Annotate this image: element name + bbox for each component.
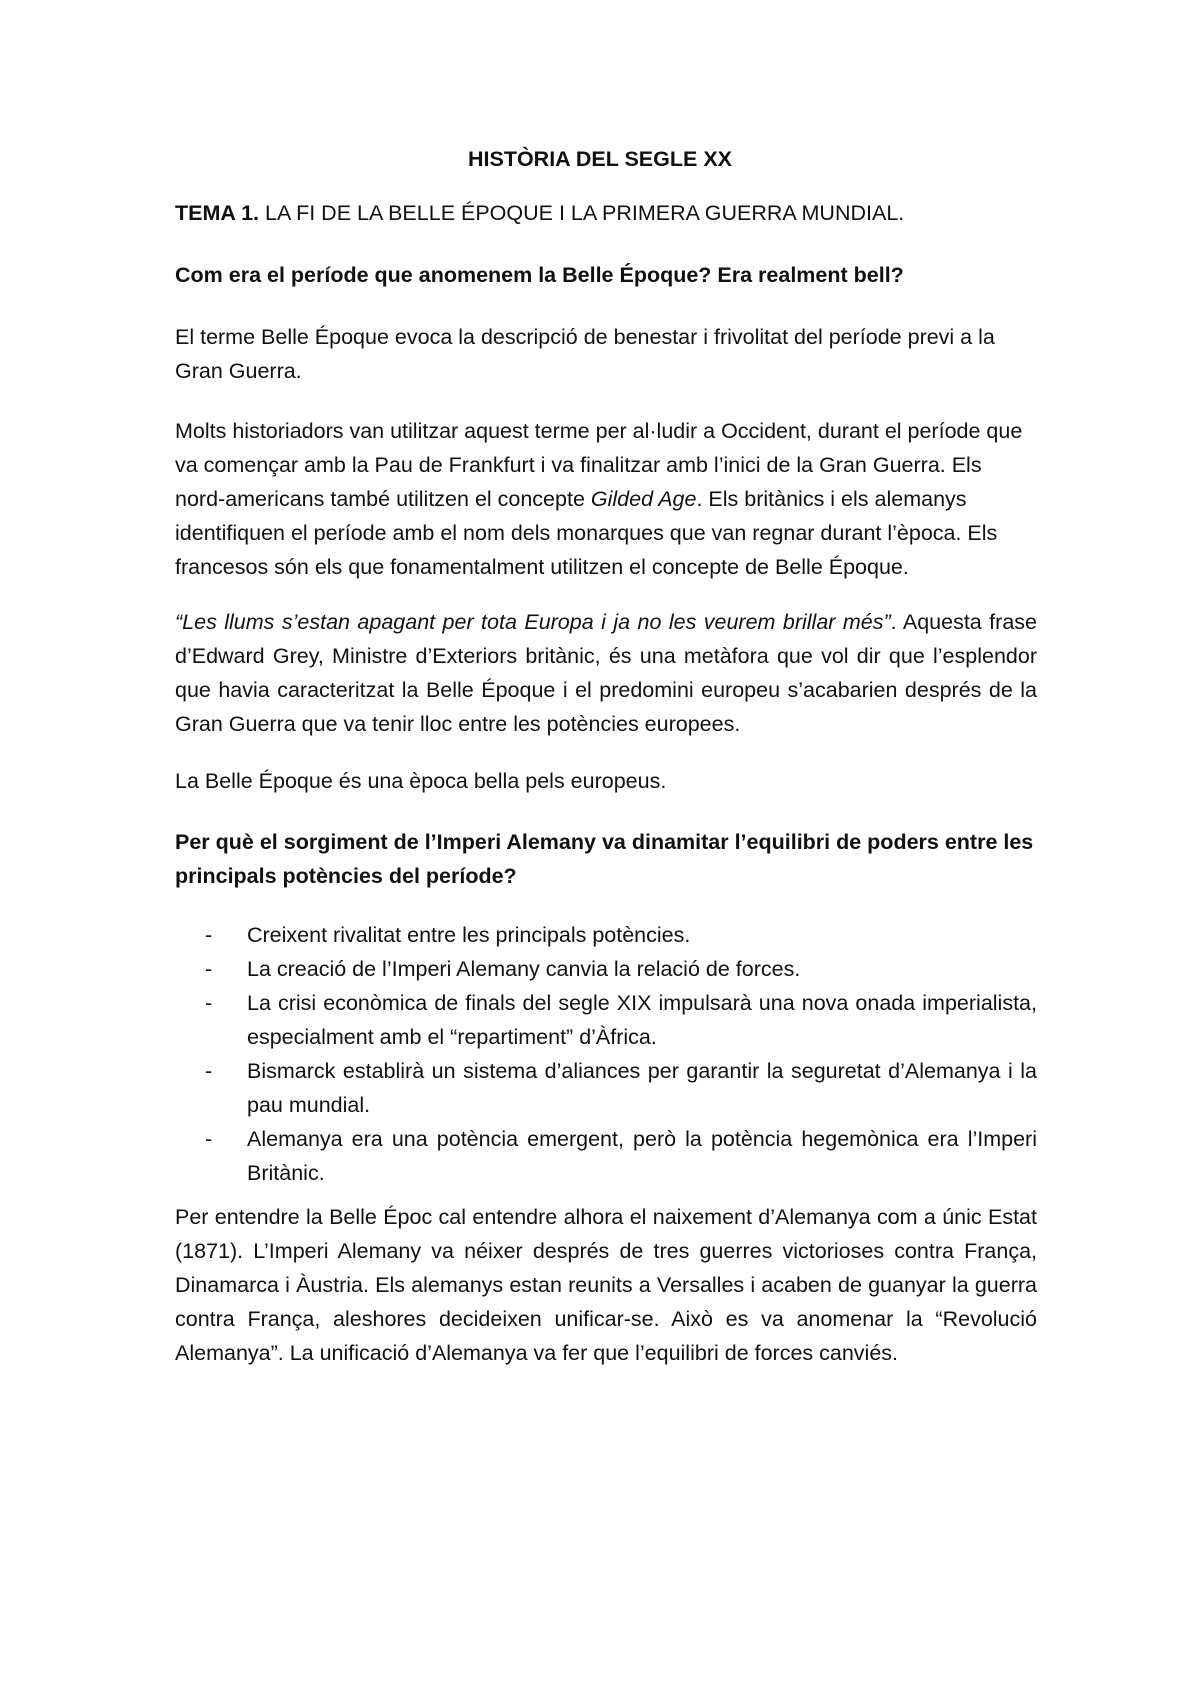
quote-explanation: . Aquesta frase d’Edward Grey, Ministre d’Exteriors britànic, és una metàfora que vol dir que l’esplendor que havia caracteritzat la Belle Époque i el predomini europeu s’acabarien després de la Gran Guerra que va tenir lloc entre les potències europees.: [175, 610, 1037, 736]
grey-quote: “Les llums s’estan apagant per tota Europa i ja no les veurem brillar més”: [175, 610, 891, 634]
list-item-text: Creixent rivalitat entre les principals potències.: [247, 923, 691, 947]
list-item: [175, 952, 1037, 986]
list-item: [175, 918, 1037, 952]
list-dash: -: [205, 957, 213, 981]
question-1: Com era el període que anomenem la Belle Époque? Era realment bell?: [175, 263, 904, 287]
paragraph-2: [175, 414, 1037, 584]
paragraph-4: Per entendre la Belle Époc cal entendre alhora el naixement d’Alemanya com a únic Estat (1871). L’Imperi Alemany va néixer després de tres guerres victorioses contra França, Dinamarca i Àustria. Els alemanys estan reunits a Versalles i acaben de guanyar la guerra contra França, aleshores decideixen unificar-se. Això es va anomenar la “Revolució Alemanya”. La unificació d’Alemanya va fer que l’equilibri de forces canviés.: [175, 1205, 1037, 1365]
document-title: HISTÒRIA DEL SEGLE XX: [467, 147, 732, 171]
list-dash: -: [205, 923, 213, 947]
list-dash: -: [205, 991, 213, 1015]
list-dash: -: [205, 1127, 213, 1151]
question-2: Per què el sorgiment de l’Imperi Alemany va dinamitar l’equilibri de poders entre les principals potències del període?: [175, 830, 1034, 888]
paragraph-1: El terme Belle Époque evoca la descripció de benestar i frivolitat del període previ a la Gran Guerra.: [175, 325, 995, 383]
paragraph-2-part-a: Molts historiadors van utilitzar aquest terme per al·ludir a Occident, durant el període que va començar amb la Pau de Frankfurt i va finalitzar amb l’inici de la Gran Guerra. Els nord-americans també utilitzen el concepte: [175, 419, 1023, 511]
bullet-list: [175, 918, 1037, 1190]
list-item-text: Alemanya era una potència emergent, però la potència hegemònica era l’Imperi Britànic.: [247, 1127, 1037, 1185]
quote-paragraph: [175, 605, 1037, 741]
gilded-age-term: Gilded Age: [590, 487, 697, 511]
topic-label: TEMA 1.: [175, 201, 260, 225]
list-item-text: La crisi econòmica de finals del segle XIX impulsarà una nova onada imperialista, especialment amb el “repartiment” d’Àfrica.: [247, 991, 1037, 1049]
paragraph-2-part-b: . Els britànics i els alemanys identifiquen el període amb el nom dels monarques que van regnar durant l’època. Els francesos són els que fonamentalment utilitzen el concepte de Belle Époque.: [175, 487, 998, 579]
paragraph-3: La Belle Époque és una època bella pels europeus.: [175, 769, 667, 793]
list-item: [175, 1122, 1037, 1190]
list-item: [175, 986, 1037, 1054]
topic-heading: [175, 196, 1037, 230]
topic-text: LA FI DE LA BELLE ÉPOQUE I LA PRIMERA GUERRA MUNDIAL.: [259, 201, 905, 225]
list-item-text: Bismarck establirà un sistema d’aliances per garantir la seguretat d’Alemanya i la pau mundial.: [247, 1059, 1037, 1117]
list-item: [175, 1054, 1037, 1122]
list-item-text: La creació de l’Imperi Alemany canvia la relació de forces.: [247, 957, 801, 981]
list-dash: -: [205, 1059, 213, 1083]
